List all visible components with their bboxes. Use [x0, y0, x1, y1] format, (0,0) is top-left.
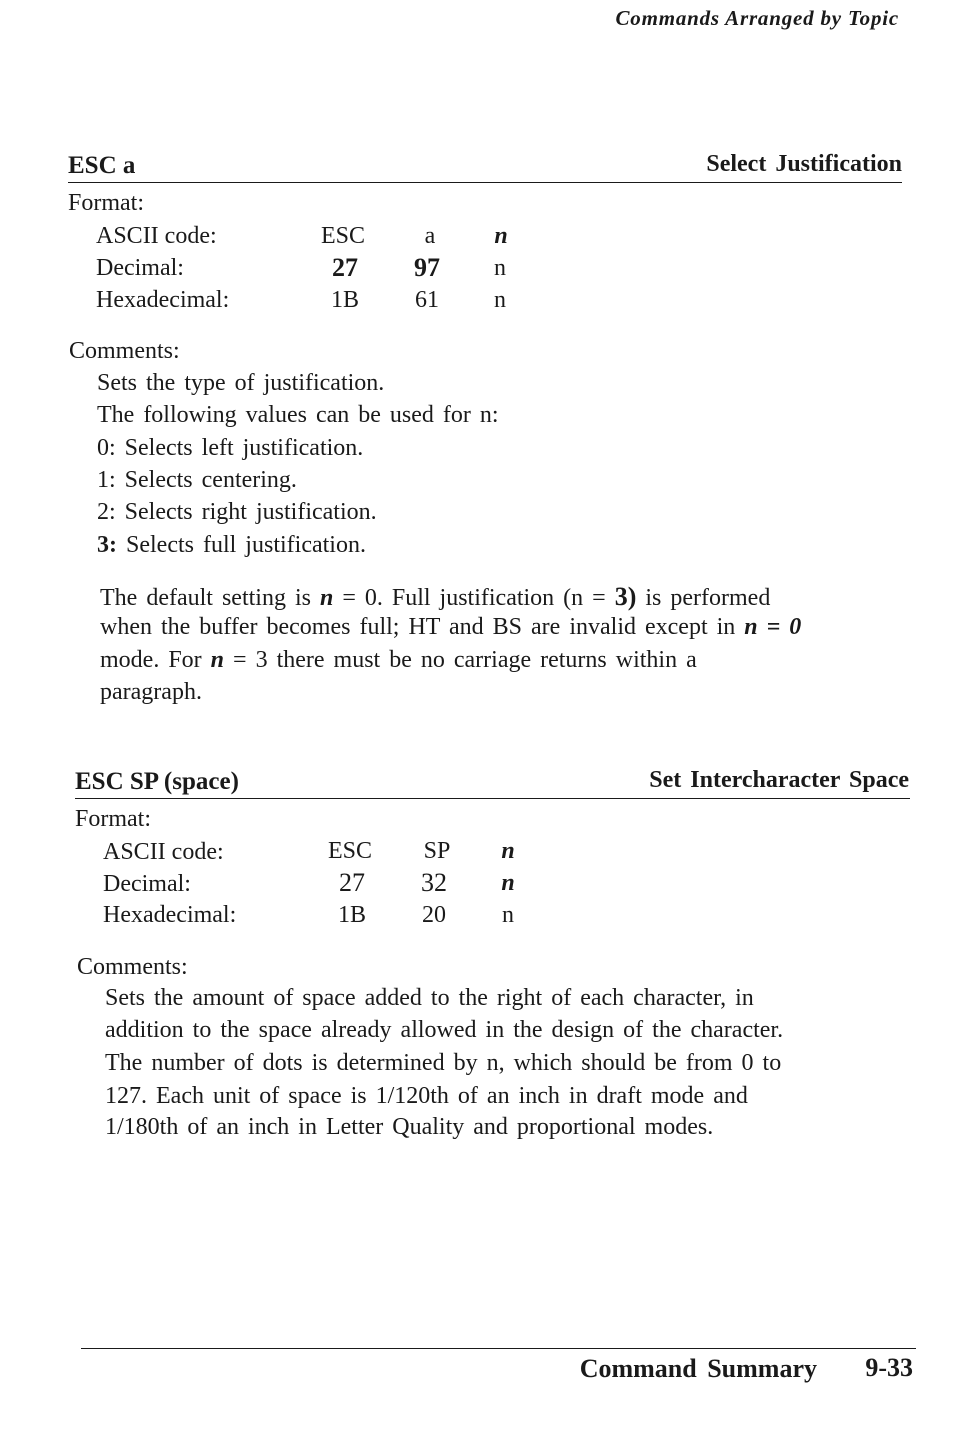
ascii-esc: ESC	[327, 838, 373, 864]
comment-line: addition to the space already allowed in the design of the character.	[105, 1017, 784, 1043]
footer-title: Command Summary	[579, 1354, 817, 1383]
row-label: Decimal:	[96, 255, 184, 281]
hex-1b: 1B	[337, 902, 367, 928]
decimal-n: n	[501, 870, 515, 896]
hex-20: 20	[422, 902, 446, 928]
text: when the buffer becomes full; HT and BS are invalid except in	[100, 614, 745, 640]
hex-n: n	[494, 287, 506, 313]
comment-line: 1/180th of an inch in Letter Quality and proportional modes.	[105, 1114, 714, 1140]
var-n: n	[210, 647, 225, 673]
command-name: ESC a	[68, 152, 136, 179]
row-label: ASCII code:	[96, 223, 217, 249]
command-name: ESC SP (space)	[75, 768, 239, 795]
para-line	[100, 614, 801, 641]
text: The default setting is	[100, 585, 320, 611]
comment-line: The following values can be used for n:	[97, 402, 499, 428]
para-line: paragraph.	[100, 679, 202, 705]
row-label: Hexadecimal:	[103, 902, 237, 928]
row-label: ASCII code:	[103, 839, 224, 865]
format-label: Format:	[68, 190, 144, 216]
ascii-n: n	[501, 838, 515, 864]
comment-line: Sets the amount of space added to the right of each character, in	[105, 985, 754, 1011]
ascii-a: a	[424, 223, 436, 249]
command-title: Set Intercharacter Space	[649, 767, 909, 793]
text: = 0. Full justification (n =	[333, 585, 615, 611]
hex-1b: 1B	[330, 287, 360, 313]
running-head: Commands Arranged by Topic	[615, 6, 899, 30]
decimal-97: 97	[414, 253, 440, 282]
hex-61: 61	[415, 287, 439, 313]
text: mode. For	[100, 647, 211, 673]
var-n: n	[319, 585, 334, 611]
text: is performed	[636, 585, 771, 611]
section-rule	[68, 182, 902, 183]
comment-line	[97, 532, 366, 559]
decimal-32: 32	[421, 868, 447, 897]
comment-line: 0: Selects left justification.	[97, 435, 364, 461]
comment-line: Sets the type of justification.	[97, 370, 385, 396]
comments-label: Comments:	[77, 954, 188, 980]
decimal-n: n	[494, 255, 506, 281]
footer-rule	[81, 1348, 916, 1349]
comment-line: The number of dots is determined by n, which should be from 0 to	[105, 1050, 782, 1076]
ascii-sp: SP	[423, 838, 451, 864]
comment-line: 2: Selects right justification.	[97, 499, 377, 525]
decimal-27: 27	[339, 868, 365, 897]
command-title: Select Justification	[706, 151, 902, 177]
item-number: 3:	[97, 532, 117, 558]
comment-line: 1: Selects centering.	[97, 467, 297, 493]
para-line	[100, 647, 697, 674]
value-3: 3)	[614, 582, 637, 611]
section-rule	[75, 798, 910, 799]
decimal-27: 27	[332, 253, 358, 282]
page-number: 9-33	[865, 1353, 913, 1382]
para-line	[100, 582, 770, 612]
format-label: Format:	[75, 806, 151, 832]
hex-n: n	[502, 902, 514, 928]
row-label: Hexadecimal:	[96, 287, 230, 313]
item-text: Selects full justification.	[117, 532, 366, 558]
text: = 3 there must be no carriage returns within a	[224, 647, 697, 673]
row-label: Decimal:	[103, 871, 191, 897]
comment-line: 127. Each unit of space is 1/120th of an inch in draft mode and	[105, 1083, 748, 1109]
comments-label: Comments:	[69, 338, 180, 364]
var-n-eq-0: n = 0	[744, 614, 802, 640]
ascii-esc: ESC	[320, 223, 366, 249]
ascii-n: n	[494, 223, 508, 249]
